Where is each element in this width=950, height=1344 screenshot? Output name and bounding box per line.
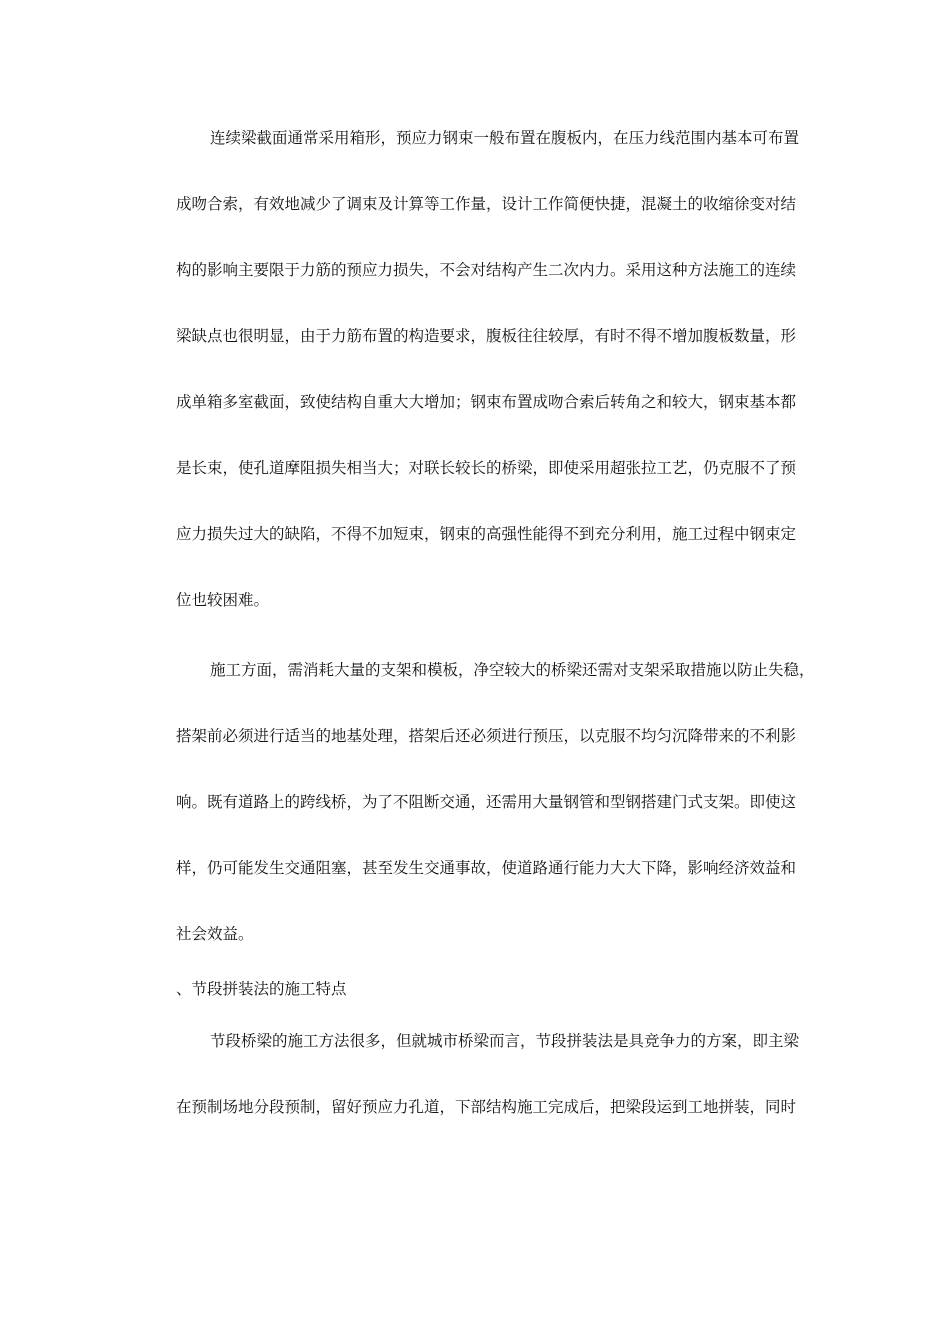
paragraph-line: 节段桥梁的施工方法很多，但就城市桥梁而言，节段拼装法是具竞争力的方案，即主梁 <box>210 1032 800 1050</box>
paragraph-line: 在预制场地分段预制，留好预应力孔道，下部结构施工完成后，把梁段运到工地拼装，同时 <box>176 1098 797 1116</box>
paragraph-line: 搭架前必须进行适当的地基处理，搭架后还必须进行预压，以克服不均匀沉降带来的不利影 <box>176 727 797 745</box>
paragraph-line: 连续梁截面通常采用箱形，预应力钢束一般布置在腹板内，在压力线范围内基本可布置 <box>210 129 800 147</box>
paragraph-line: 成单箱多室截面，致使结构自重大大增加；钢束布置成吻合索后转角之和较大，钢束基本都 <box>176 393 797 411</box>
paragraph-line: 梁缺点也很明显，由于力筋布置的构造要求，腹板往往较厚，有时不得不增加腹板数量，形 <box>176 327 797 345</box>
paragraph-line: 社会效益。 <box>176 925 254 943</box>
paragraph-line: 施工方面，需消耗大量的支架和模板，净空较大的桥梁还需对支架采取措施以防止失稳， <box>210 661 815 679</box>
paragraph-line: 应力损失过大的缺陷，不得不加短束，钢束的高强性能得不到充分利用，施工过程中钢束定 <box>176 525 797 543</box>
section-heading: 、节段拼装法的施工特点 <box>176 980 347 998</box>
paragraph-line: 构的影响主要限于力筋的预应力损失，不会对结构产生二次内力。采用这种方法施工的连续 <box>176 261 797 279</box>
paragraph-line: 响。既有道路上的跨线桥，为了不阻断交通，还需用大量钢管和型钢搭建门式支架。即使这 <box>176 793 797 811</box>
paragraph-line: 位也较困难。 <box>176 591 270 609</box>
paragraph-line: 样，仍可能发生交通阻塞，甚至发生交通事故，使道路通行能力大大下降，影响经济效益和 <box>176 859 797 877</box>
paragraph-line: 是长束，使孔道摩阻损失相当大；对联长较长的桥梁，即使采用超张拉工艺，仍克服不了预 <box>176 459 797 477</box>
paragraph-line: 成吻合索，有效地减少了调束及计算等工作量，设计工作简便快捷，混凝土的收缩徐变对结 <box>176 195 797 213</box>
